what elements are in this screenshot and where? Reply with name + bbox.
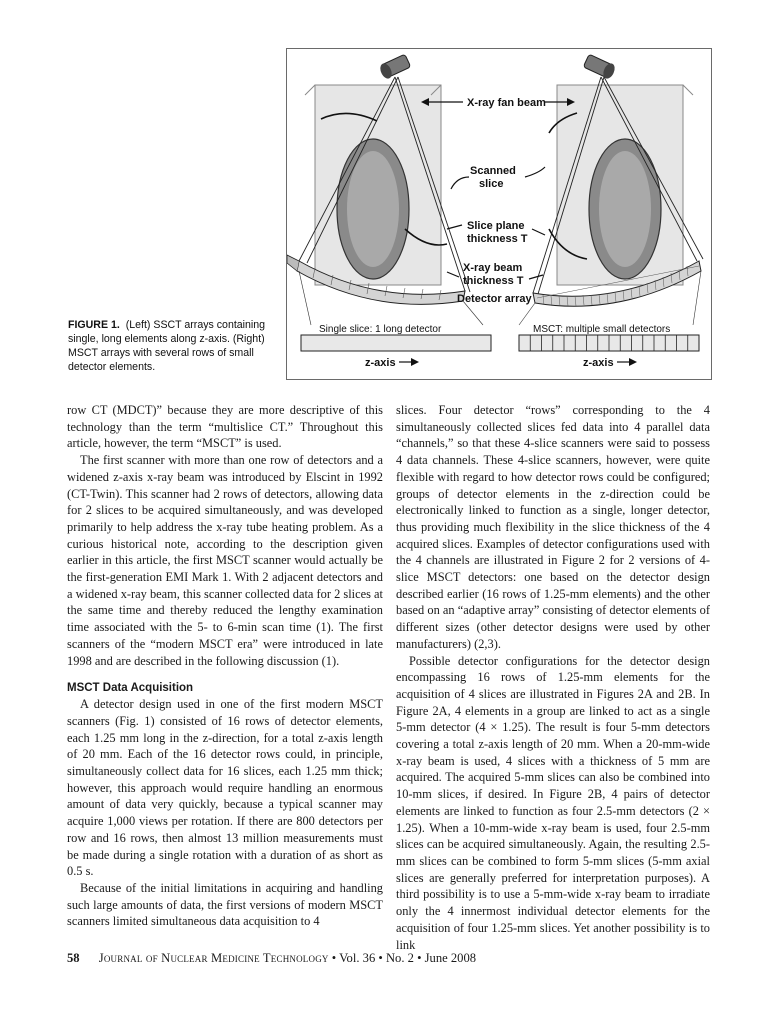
- journal-details: • Vol. 36 • No. 2 • June 2008: [331, 951, 477, 965]
- paragraph: slices. Four detector “rows” corresponding to the 4 simultaneously collected slices fed data into 4 parallel data “channels,” so that these 4-slice scanners were said to possess 4 data channels. These 4-slice scanners, however, were quite flexible with regard to how detector rows could be configured; groups of detector elements in the z-direction could be electronically linked to function as a single, longer detector, thus providing much flexibility in the slice thickness of the 4 acquired slices. Examples of detector configurations used with the 4 channels are illustrated in Figure 2 for 2 versions of 4-slice MSCT detectors: one based on the detector design described earlier (16 rows of 1.25-mm elements) and the other based on an “adaptive array” consisting of detector elements of different sizes (other detector designs were used by other manufacturers) (2,3).: [396, 403, 710, 651]
- label-scanned-slice-2: slice: [479, 178, 504, 190]
- figure-caption-text: (Left) SSCT arrays containing single, long elements along z-axis. (Right) MSCT arrays with several rows of small detector elements.: [68, 319, 266, 373]
- figure-1: [286, 48, 712, 380]
- figure-label: FIGURE 1.: [68, 319, 120, 331]
- label-detector-array: Detector array: [457, 293, 532, 305]
- figure-caption: [68, 318, 280, 374]
- left-column: [67, 402, 383, 930]
- multi-slice-strip: [519, 324, 699, 369]
- label-mslice: MSCT: multiple small detectors: [533, 324, 671, 335]
- detector-diagram: [287, 49, 711, 379]
- right-xray-tube-icon: [583, 54, 617, 80]
- paragraph: row CT (MDCT)” because they are more descriptive of this technology than the term “multislice CT.” Throughout this article, however, the term “MSCT” is used.: [67, 403, 383, 451]
- journal-name: Journal of Nuclear Medicine Technology: [98, 951, 329, 965]
- right-column: [396, 402, 710, 953]
- paragraph: The first scanner with more than one row of detectors and a widened z-axis x-ray beam was introduced by Elscint in 1992 (CT-Twin). This scanner had 2 rows of detectors, allowing data for 2 slices to be acquired simultaneously, and was developed primarily to help address the x-ray tube heating problem. As a curious historical note, according to the description given earlier in this article, the first MSCT scanner would actually be the first-generation EMI Mark 1. With 2 adjacent detectors and a widened x-ray beam, this scanner collected data for 2 slices at the same time and thereby reduced the lengthy examination time associated with the 5- to 6-min scan time (1). The first scanners of the “modern MSCT era” were introduced in late 1998 and are described in the following discussion (1).: [67, 453, 383, 668]
- label-xray-beam-2: thickness T: [463, 275, 524, 287]
- right-scanner: [533, 54, 703, 306]
- label-fan-beam: X-ray fan beam: [467, 97, 546, 109]
- paragraph: Because of the initial limitations in acquiring and handling such large amounts of data, the first versions of modern MSCT scanners limited simultaneous data acquisition to 4: [67, 880, 383, 929]
- paragraph: Possible detector configurations for the detector design encompassing 16 rows of 1.25-mm elements for the acquisition of 4 slices are illustrated in Figures 2A and 2B. In Figure 2A, 4 elements in a group are linked to act as a single 5-mm detector (4 × 1.25). The result is four 5-mm detectors covering a total z-axis length of 20 mm. When a 20-mm-wide x-ray beam is used, 4 slices with a thickness of 5 mm are acquired. The acquired 5-mm slices can also be combined into 10-mm slices, if desired. In Figure 2B, 4 pairs of detector elements are linked to function as four 2.5-mm detectors (2 × 1.25). When a 10-mm-wide x-ray beam is used, four 2.5-mm slices can be acquired simultaneously. Again, the resulting 2.5-mm slices can be combined to form 5-mm slices (5-mm axial slices are generally preferred for interpretation purposes). A third possibility is to use a 5-mm-wide x-ray beam to irradiate only the 4 innermost individual detector elements for the acquisition of four 1.25-mm slices. Yet another possibility is to link: [396, 653, 710, 952]
- section-heading: MSCT Data Acquisition: [67, 682, 194, 695]
- label-z-axis-left: z-axis: [365, 357, 396, 369]
- page-number: 58: [67, 951, 80, 965]
- label-single-slice: Single slice: 1 long detector: [319, 324, 442, 335]
- left-xray-tube-icon: [378, 54, 411, 80]
- label-slice-plane-1: Slice plane: [467, 220, 525, 232]
- single-slice-strip: [301, 324, 491, 369]
- label-z-axis-right: z-axis: [583, 357, 614, 369]
- page-footer: [67, 951, 717, 966]
- left-scanner: [287, 54, 470, 304]
- label-xray-beam-1: X-ray beam: [463, 262, 523, 274]
- label-scanned-slice-1: Scanned: [470, 165, 516, 177]
- paragraph: A detector design used in one of the first modern MSCT scanners (Fig. 1) consisted of 16 rows of detector elements, each 1.25 mm long in the z-direction, for a total z-axis length of 20 mm. Each of the 16 detector rows could, in principle, simultaneously collect data for 16 slices, each 1.25 mm thick; however, this approach would require handling an enormous amount of data very quickly, because a typical scanner may acquire 1,000 views per rotation. If there are 800 detectors per row and 16 rows, then almost 13 million measurements must be made during a single rotation with a duration of as short as 0.5 s.: [67, 697, 383, 879]
- label-slice-plane-2: thickness T: [467, 233, 528, 245]
